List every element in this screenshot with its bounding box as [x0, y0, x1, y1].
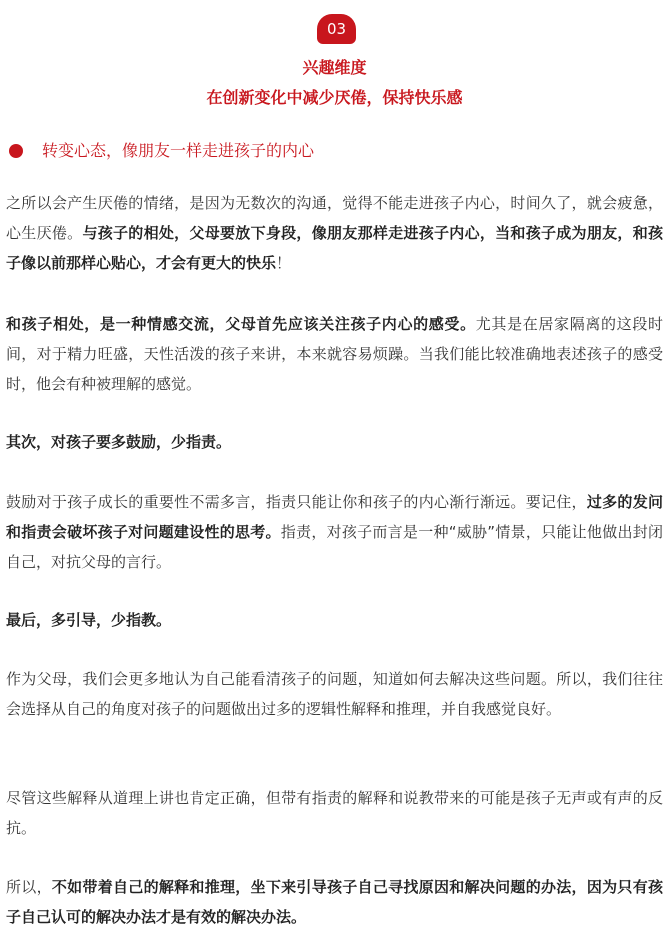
paragraph-2-text: 尤其是在居家隔离的这段时间，对于精力旺盛，天性活泼的孩子来讲，本来就容易烦躁。当我们能比较准确地表述孩子的感受时，他会有种被理解的感觉。	[6, 315, 663, 393]
subsection-heading: 转变心态，像朋友一样走进孩子的内心	[42, 141, 315, 160]
paragraph-8	[6, 872, 663, 932]
paragraph-1-text: 之所以会产生厌倦的情绪，是因为无数次的沟通，觉得不能走进孩子内心，时间久了，就会疲惫，心生厌倦。	[6, 194, 663, 242]
paragraph-8-bold: 不如带着自己的解释和推理，坐下来引导孩子自己寻找原因和解决问题的办法，因为只有孩子自己认可的解决办法才是有效的解决办法。	[6, 878, 663, 926]
paragraph-8-text: 所以，	[6, 878, 52, 896]
section-title: 兴趣维度	[302, 58, 367, 77]
paragraph-4-text: 鼓励对于孩子成长的重要性不需多言，指责只能让你和孩子的内心渐行渐远。要记住，	[6, 493, 587, 511]
paragraph-3-bold: 其次，对孩子要多鼓励，少指责。	[6, 433, 232, 451]
section-number-badge	[317, 14, 356, 44]
paragraph-2-bold: 和孩子相处，是一种情感交流，父母首先应该关注孩子内心的感受。	[6, 315, 476, 333]
red-dot-icon	[9, 144, 23, 158]
paragraph-1	[6, 188, 663, 278]
paragraph-5	[6, 605, 663, 635]
paragraph-2	[6, 309, 663, 399]
paragraph-7: 尽管这些解释从道理上讲也肯定正确，但带有指责的解释和说教带来的可能是孩子无声或有声的反抗。	[6, 789, 663, 837]
section-subtitle: 在创新变化中减少厌倦，保持快乐感	[206, 88, 463, 107]
paragraph-4	[6, 487, 663, 577]
section-number: 03	[326, 20, 347, 38]
paragraph-5-bold: 最后，多引导，少指教。	[6, 611, 172, 629]
paragraph-4-end: 指责，对孩子而言是一种“威胁”情景，只能让他做出封闭自己，对抗父母的言行。	[6, 523, 663, 571]
paragraph-6: 作为父母，我们会更多地认为自己能看清孩子的问题，知道如何去解决这些问题。所以，我们往往会选择从自己的角度对孩子的问题做出过多的逻辑性解释和推理，并自我感觉良好。	[6, 670, 663, 718]
paragraph-3	[6, 427, 663, 457]
paragraph-1-end: ！	[276, 254, 292, 272]
paragraph-1-bold: 与孩子的相处，父母要放下身段，像朋友那样走进孩子内心，当和孩子成为朋友，和孩子像以前那样心贴心，才会有更大的快乐	[6, 224, 663, 272]
paragraph-4-bold: 过多的发问和指责会破坏孩子对问题建设性的思考。	[6, 493, 663, 541]
